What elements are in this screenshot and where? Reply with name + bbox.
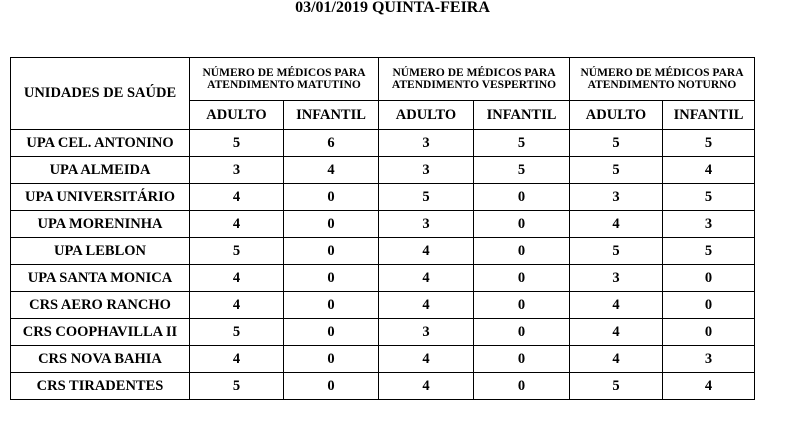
- doctor-count-cell: 5: [663, 238, 755, 265]
- table-row: [11, 265, 755, 292]
- doctor-count-cell: 5: [570, 157, 663, 184]
- doctor-count-cell: 5: [190, 130, 284, 157]
- table-row: [11, 157, 755, 184]
- table-row: [11, 346, 755, 373]
- doctor-count-cell: 5: [663, 184, 755, 211]
- table-row: [11, 373, 755, 400]
- unit-name-cell: CRS COOPHAVILLA II: [11, 319, 190, 346]
- doctor-count-cell: 3: [379, 157, 474, 184]
- doctor-count-cell: 3: [570, 184, 663, 211]
- table-row: [11, 184, 755, 211]
- doctor-count-cell: 0: [284, 211, 379, 238]
- sub-header-adult: ADULTO: [570, 101, 663, 130]
- doctor-count-cell: 0: [474, 346, 570, 373]
- doctor-count-cell: 0: [474, 184, 570, 211]
- doctor-count-cell: 4: [190, 265, 284, 292]
- doctor-count-cell: 0: [474, 265, 570, 292]
- doctor-count-cell: 5: [570, 373, 663, 400]
- doctor-count-cell: 5: [570, 130, 663, 157]
- doctor-count-cell: 4: [379, 292, 474, 319]
- table-row: [11, 238, 755, 265]
- doctor-count-cell: 4: [379, 265, 474, 292]
- doctor-count-cell: 0: [284, 238, 379, 265]
- doctor-count-cell: 0: [663, 292, 755, 319]
- doctor-count-cell: 0: [474, 292, 570, 319]
- group-header-night: NÚMERO DE MÉDICOS PARA ATENDIMENTO NOTURNO: [570, 58, 755, 101]
- sub-header-child: INFANTIL: [663, 101, 755, 130]
- doctor-count-cell: 4: [190, 184, 284, 211]
- table-row: [11, 130, 755, 157]
- doctor-count-cell: 0: [474, 319, 570, 346]
- doctors-schedule-table: [10, 57, 755, 400]
- sub-header-adult: ADULTO: [190, 101, 284, 130]
- group-header-afternoon: NÚMERO DE MÉDICOS PARA ATENDIMENTO VESPERTINO: [379, 58, 570, 101]
- doctor-count-cell: 4: [190, 292, 284, 319]
- doctor-count-cell: 4: [190, 346, 284, 373]
- unit-name-cell: UPA ALMEIDA: [11, 157, 190, 184]
- page-title: 03/01/2019 QUINTA-FEIRA: [295, 0, 490, 16]
- unit-name-cell: CRS AERO RANCHO: [11, 292, 190, 319]
- doctor-count-cell: 0: [663, 265, 755, 292]
- doctor-count-cell: 5: [570, 238, 663, 265]
- unit-name-cell: UPA CEL. ANTONINO: [11, 130, 190, 157]
- group-header-row: [11, 58, 755, 101]
- doctor-count-cell: 5: [663, 130, 755, 157]
- doctor-count-cell: 0: [284, 319, 379, 346]
- doctor-count-cell: 3: [379, 130, 474, 157]
- table-body: [11, 130, 755, 400]
- doctor-count-cell: 4: [663, 373, 755, 400]
- doctor-count-cell: 0: [284, 292, 379, 319]
- doctor-count-cell: 0: [284, 265, 379, 292]
- doctor-count-cell: 4: [570, 346, 663, 373]
- doctor-count-cell: 0: [663, 319, 755, 346]
- doctor-count-cell: 0: [284, 373, 379, 400]
- doctor-count-cell: 0: [474, 238, 570, 265]
- unit-name-cell: UPA UNIVERSITÁRIO: [11, 184, 190, 211]
- doctor-count-cell: 5: [379, 184, 474, 211]
- doctor-count-cell: 4: [379, 238, 474, 265]
- unit-name-cell: UPA SANTA MONICA: [11, 265, 190, 292]
- doctor-count-cell: 4: [190, 211, 284, 238]
- doctor-count-cell: 5: [190, 238, 284, 265]
- sub-header-adult: ADULTO: [379, 101, 474, 130]
- doctor-count-cell: 5: [474, 157, 570, 184]
- doctor-count-cell: 3: [663, 346, 755, 373]
- doctor-count-cell: 3: [379, 211, 474, 238]
- doctor-count-cell: 0: [284, 346, 379, 373]
- doctor-count-cell: 0: [474, 373, 570, 400]
- doctor-count-cell: 3: [379, 319, 474, 346]
- doctor-count-cell: 4: [570, 319, 663, 346]
- doctor-count-cell: 0: [284, 184, 379, 211]
- group-header-morning: NÚMERO DE MÉDICOS PARA ATENDIMENTO MATUTINO: [190, 58, 379, 101]
- doctor-count-cell: 4: [379, 346, 474, 373]
- doctor-count-cell: 4: [284, 157, 379, 184]
- doctor-count-cell: 4: [570, 211, 663, 238]
- unit-name-cell: UPA LEBLON: [11, 238, 190, 265]
- sub-header-child: INFANTIL: [474, 101, 570, 130]
- doctor-count-cell: 4: [663, 157, 755, 184]
- doctor-count-cell: 3: [190, 157, 284, 184]
- doctor-count-cell: 6: [284, 130, 379, 157]
- unit-name-cell: CRS TIRADENTES: [11, 373, 190, 400]
- doctor-count-cell: 0: [474, 211, 570, 238]
- doctor-count-cell: 5: [190, 373, 284, 400]
- doctor-count-cell: 4: [570, 292, 663, 319]
- sub-header-child: INFANTIL: [284, 101, 379, 130]
- units-column-header: UNIDADES DE SAÚDE: [11, 58, 190, 130]
- table-row: [11, 319, 755, 346]
- doctor-count-cell: 3: [570, 265, 663, 292]
- unit-name-cell: CRS NOVA BAHIA: [11, 346, 190, 373]
- table-row: [11, 292, 755, 319]
- doctor-count-cell: 5: [190, 319, 284, 346]
- doctor-count-cell: 4: [379, 373, 474, 400]
- table-row: [11, 211, 755, 238]
- doctor-count-cell: 3: [663, 211, 755, 238]
- doctor-count-cell: 5: [474, 130, 570, 157]
- unit-name-cell: UPA MORENINHA: [11, 211, 190, 238]
